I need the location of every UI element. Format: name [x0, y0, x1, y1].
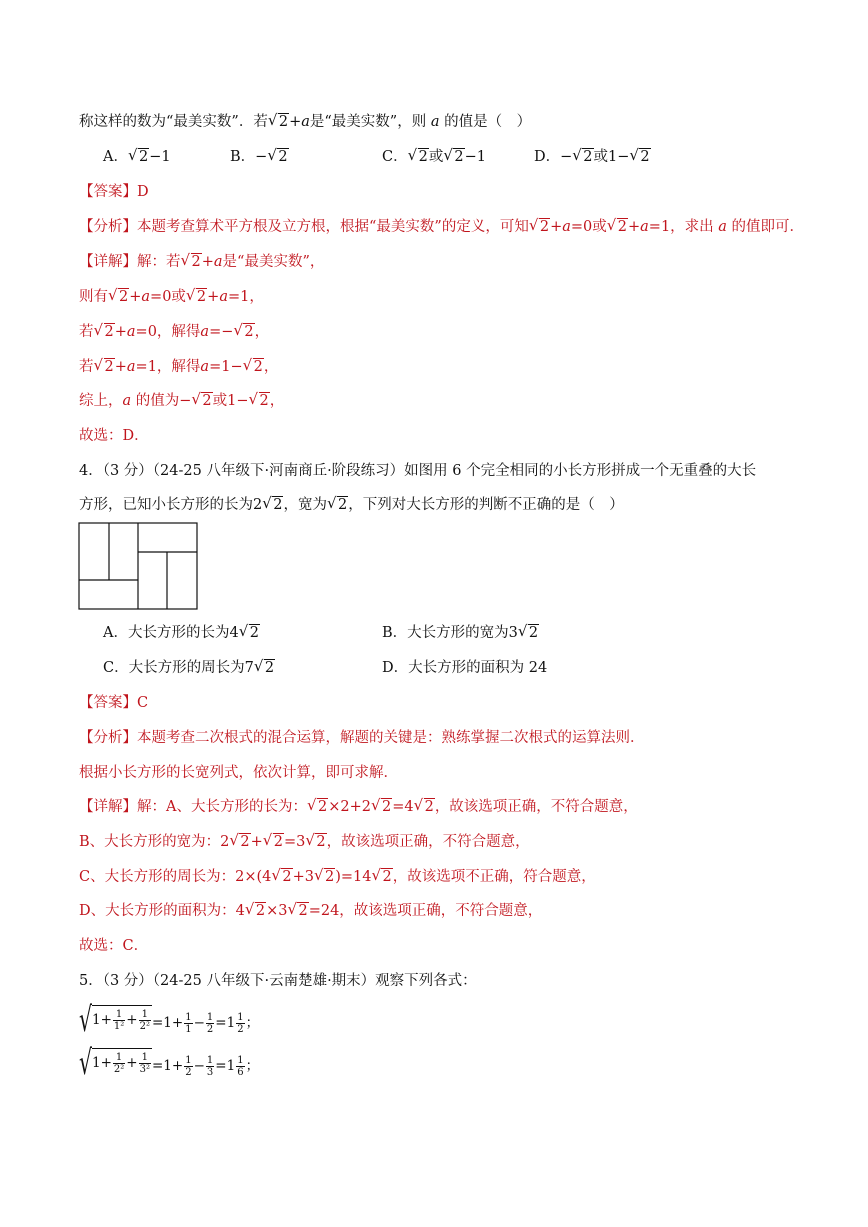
radical-sign: √: [79, 1043, 93, 1083]
q3-answer: 【答案】D: [79, 184, 149, 200]
radical-sign: √: [79, 1000, 93, 1040]
q4-analysis: 【分析】本题考查二次根式的混合运算，解题的关键是：熟练掌握二次根式的运算法则．: [79, 730, 645, 746]
q4-option-a: A．大长方形的长为4 √ 2: [103, 623, 260, 643]
q3-detail-4: 若 √ 2+a=1，解得a=1− √ 2，: [79, 357, 278, 377]
q3-option-c: C． √ 2或 √ 2−1: [382, 147, 486, 167]
q4-detail-5: 故选：C．: [79, 938, 149, 954]
q4-analysis-2: 根据小长方形的长宽列式，依次计算，即可求解．: [79, 765, 398, 781]
q5-heading: 5．（3 分）（24-25 八年级下·云南楚雄·期末）观察下列各式：: [79, 973, 477, 989]
q3-detail-6: 故选：D．: [79, 428, 149, 444]
q3-option-b: B．− √ 2: [230, 147, 289, 167]
q3-option-d: D．− √ 2或1− √ 2: [534, 147, 651, 167]
q4-detail-2: B、大长方形的宽为：2 √ 2+ √ 2=3 √ 2，故该选项正确，不符合题意，: [79, 832, 530, 852]
q4-heading: 4．（3 分）（24-25 八年级下·河南商丘·阶段练习）如图用 6 个完全相同的小长方形拼成一个无重叠的大长: [79, 463, 757, 479]
q4-detail-3: C、大长方形的周长为：2×(4 √ 2+3 √ 2)=14 √ 2，故该选项不正确，符合题意，: [79, 867, 596, 887]
q3-detail-1: 【详解】解：若 √ 2+a是“最美实数”，: [79, 252, 324, 272]
q5-expression-2: √ 1+ $\frac{1}{\text{2²}}$ + $\frac{1}{\text{3²}}$ =1+ $\frac{1}{2}$ − $\frac{1}{3}$ =1 $\frac{1}{6}$ ；: [79, 1043, 260, 1083]
q3-option-a: A． √ 2−1: [103, 147, 171, 167]
q3-detail-3: 若 √ 2+a=0，解得a=− √ 2，: [79, 322, 269, 342]
q4-option-b: B．大长方形的宽为3 √ 2: [382, 623, 539, 643]
q3-stem: 称这样的数为“最美实数”．若 √ 2+a是“最美实数”，则 a 的值是（ ）: [79, 112, 531, 132]
q4-answer: 【答案】C: [79, 695, 149, 711]
q4-option-c: C．大长方形的周长为7 √ 2: [103, 658, 275, 678]
q4-detail-1: 【详解】解：A、大长方形的长为： √ 2×2+2 √ 2=4 √ 2，故该选项正确，不符合题意，: [79, 797, 638, 817]
q4-option-d: D．大长方形的面积为 24: [382, 660, 548, 676]
q3-detail-2: 则有 √ 2+a=0或 √ 2+a=1，: [79, 287, 264, 307]
q3-detail-5: 综上，a 的值为− √ 2或1− √ 2，: [79, 391, 284, 411]
q5-expression-1: √ 1+ $\frac{1}{\text{1²}}$ + $\frac{1}{\text{2²}}$ =1+ $\frac{1}{1}$ − $\frac{1}{2}$ =1 $\frac{1}{2}$ ；: [79, 1000, 260, 1040]
q3-analysis: 【分析】本题考查算术平方根及立方根，根据“最美实数”的定义，可知 √ 2+a=0或 √ 2+a=1，求出 a 的值即可．: [79, 217, 804, 237]
rectangle-tiling-figure: [78, 522, 200, 612]
q4-detail-4: D、大长方形的面积为：4 √ 2×3 √ 2=24，故该选项正确，不符合题意，: [79, 901, 542, 921]
q4-stem-line2: 方形，已知小长方形的长为2 √ 2，宽为 √ 2，下列对大长方形的判断不正确的是（ ）: [79, 495, 624, 515]
